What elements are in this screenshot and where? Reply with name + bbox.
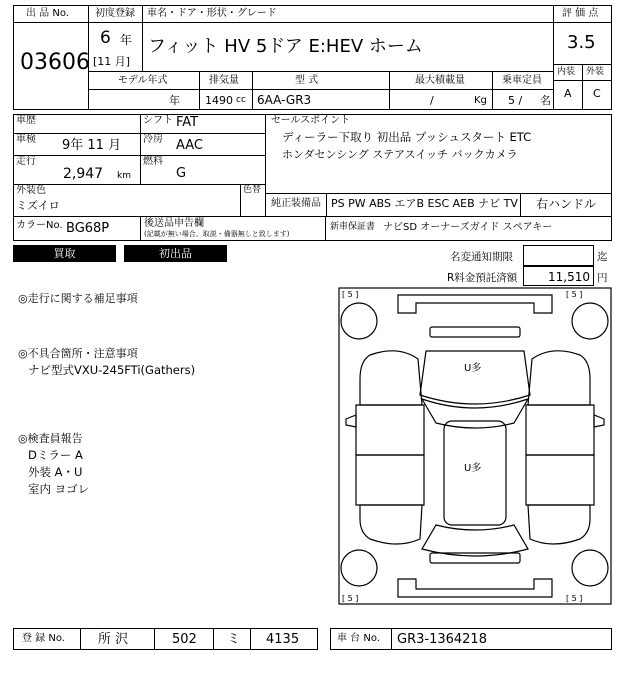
new-car-items: ナビSD オーナーズガイド スペアキー (383, 222, 553, 233)
tire-tread-rear-right: [ 5 ] (566, 594, 583, 603)
recycle-value: 11,510 (548, 270, 590, 284)
sales-point-line-1: ディーラー下取り 初出品 プッシュスタート ETC (282, 130, 532, 144)
ext-color-value: ミズイロ (16, 199, 60, 212)
rear-window (422, 525, 528, 556)
lot-number: 03606 (20, 50, 90, 75)
first-listing-badge: 初出品 (124, 245, 227, 262)
reg-no-label: 登 録 No. (22, 633, 65, 644)
door-rear-right (526, 455, 594, 505)
model-year-label: モデル年式 (118, 75, 168, 86)
ext-color-label: 外装色 (16, 185, 46, 196)
damage-mark-roof: U多 (464, 463, 482, 474)
fender-front-right (528, 351, 590, 405)
score-value: 3.5 (567, 32, 596, 53)
driving-remarks-title: ◎走行に関する補足事項 (18, 292, 138, 305)
mileage-unit: km (117, 171, 131, 181)
fender-rear-left (360, 505, 422, 544)
shift-label: シフト (143, 115, 173, 126)
defects-line-1: ナビ型式VXU-245FTi(Gathers) (28, 363, 196, 377)
tire-rear-left (341, 550, 377, 586)
exterior-label: 外装 (586, 67, 605, 77)
displacement-unit: cc (236, 95, 246, 105)
inspector-title: ◎検査員報告 (18, 432, 83, 445)
fender-front-left (360, 351, 422, 405)
mirror-right (594, 415, 604, 427)
capacity-label: 乗車定員 (502, 75, 542, 86)
inspector-line-1: Dミラー A (28, 448, 83, 462)
new-car-label: 新車保証書 (330, 222, 376, 232)
equipment-value: PS PW ABS エアB ESC AEB ナビ TV (331, 197, 518, 210)
max-load-label: 最大積載量 (415, 75, 465, 86)
reg-place: 所 沢 (98, 632, 129, 647)
reg-year-unit: 年 (120, 33, 133, 47)
car-name-label: 車名・ドア・形状・グレード (147, 8, 277, 19)
defects-title: ◎不具合箇所・注意事項 (18, 347, 138, 360)
color-change-label: 色替 (243, 185, 262, 195)
color-no-label: カラーNo. (16, 220, 63, 231)
ac-value: AAC (176, 138, 203, 153)
car-name: フィット HV 5ドア E:HEV ホーム (148, 36, 423, 57)
chassis-number: GR3-1364218 (397, 632, 487, 647)
equipment-label: 純正装備品 (271, 198, 321, 209)
tire-tread-front-left: [ 5 ] (342, 290, 359, 299)
purchase-badge: 買取 (13, 245, 116, 262)
tire-front-left (341, 303, 377, 339)
damage-mark-hood: U多 (464, 363, 482, 374)
capacity-unit: 名 (540, 94, 551, 107)
name-change-unit: 迄 (597, 251, 608, 263)
shift-value: FAT (176, 115, 199, 130)
inspector-line-3: 室内 ヨゴレ (28, 482, 90, 496)
reg-kana: ミ (227, 632, 241, 647)
inspection-label: 車検 (16, 134, 36, 145)
mileage-value: 2,947 (63, 166, 104, 182)
history-label: 車歴 (16, 115, 36, 126)
tire-front-right (572, 303, 608, 339)
mirror-left (346, 415, 356, 427)
fender-rear-right (528, 505, 590, 544)
delivery-label: 後送品申告欄 (144, 218, 204, 229)
fuel-label: 燃料 (143, 156, 163, 167)
front-bumper (398, 295, 552, 313)
reg-month: [11 月] (93, 55, 131, 68)
type-label-cell (252, 71, 390, 90)
model-year-unit: 年 (169, 94, 180, 107)
max-load-unit: Kg (474, 95, 487, 106)
recycle-unit: 円 (597, 272, 608, 284)
type-value: 6AA-GR3 (257, 93, 312, 107)
reg-number: 4135 (266, 632, 300, 647)
reg-era-number: 6 (100, 28, 111, 48)
ac-label: 冷房 (143, 134, 163, 145)
fuel-value: G (176, 166, 187, 181)
door-front-right (526, 405, 594, 455)
rear-bumper (398, 579, 552, 597)
hood (420, 351, 530, 404)
tire-tread-front-right: [ 5 ] (566, 290, 583, 299)
max-load-slash: / (430, 94, 434, 107)
reg-year-label: 初度登録 (95, 8, 135, 19)
inspector-line-2: 外装 A・U (28, 465, 83, 479)
rear-garnish (430, 553, 520, 563)
type-label: 型 式 (295, 75, 319, 86)
delivery-note: (記載が無い場合、取説・備器無しと致します) (144, 230, 290, 238)
tire-rear-right (572, 550, 608, 586)
recycle-label: R料金預託済額 (447, 272, 518, 284)
capacity-value: 5 / (508, 94, 523, 107)
sales-point-line-2: ホンダセンシング ステアスイッチ バックカメラ (282, 148, 518, 161)
score-label: 評 価 点 (562, 8, 599, 19)
windshield (422, 399, 528, 428)
lot-label: 出 品 No. (26, 8, 69, 19)
exterior-grade: C (593, 87, 601, 100)
steering-value: 右ハンドル (536, 197, 597, 211)
front-grille (430, 327, 520, 337)
displacement-value: 1490 (205, 94, 233, 107)
color-no-value: BG68P (66, 221, 110, 236)
name-change-box (523, 245, 594, 266)
name-change-label: 名変通知期限 (450, 251, 513, 263)
displacement-label: 排気量 (209, 75, 239, 86)
door-rear-left (356, 455, 424, 505)
mileage-label: 走行 (16, 156, 36, 167)
door-front-left (356, 405, 424, 455)
sales-points-label: セールスポイント (271, 115, 351, 126)
inspection-value: 9年 11 月 (62, 138, 122, 153)
interior-grade: A (564, 87, 572, 100)
tire-tread-rear-left: [ 5 ] (342, 594, 359, 603)
car-condition-diagram (338, 287, 612, 605)
interior-label: 内装 (557, 67, 576, 77)
model-year-cell (88, 89, 200, 110)
chassis-label: 車 台 No. (337, 633, 380, 644)
reg-class: 502 (172, 632, 197, 647)
